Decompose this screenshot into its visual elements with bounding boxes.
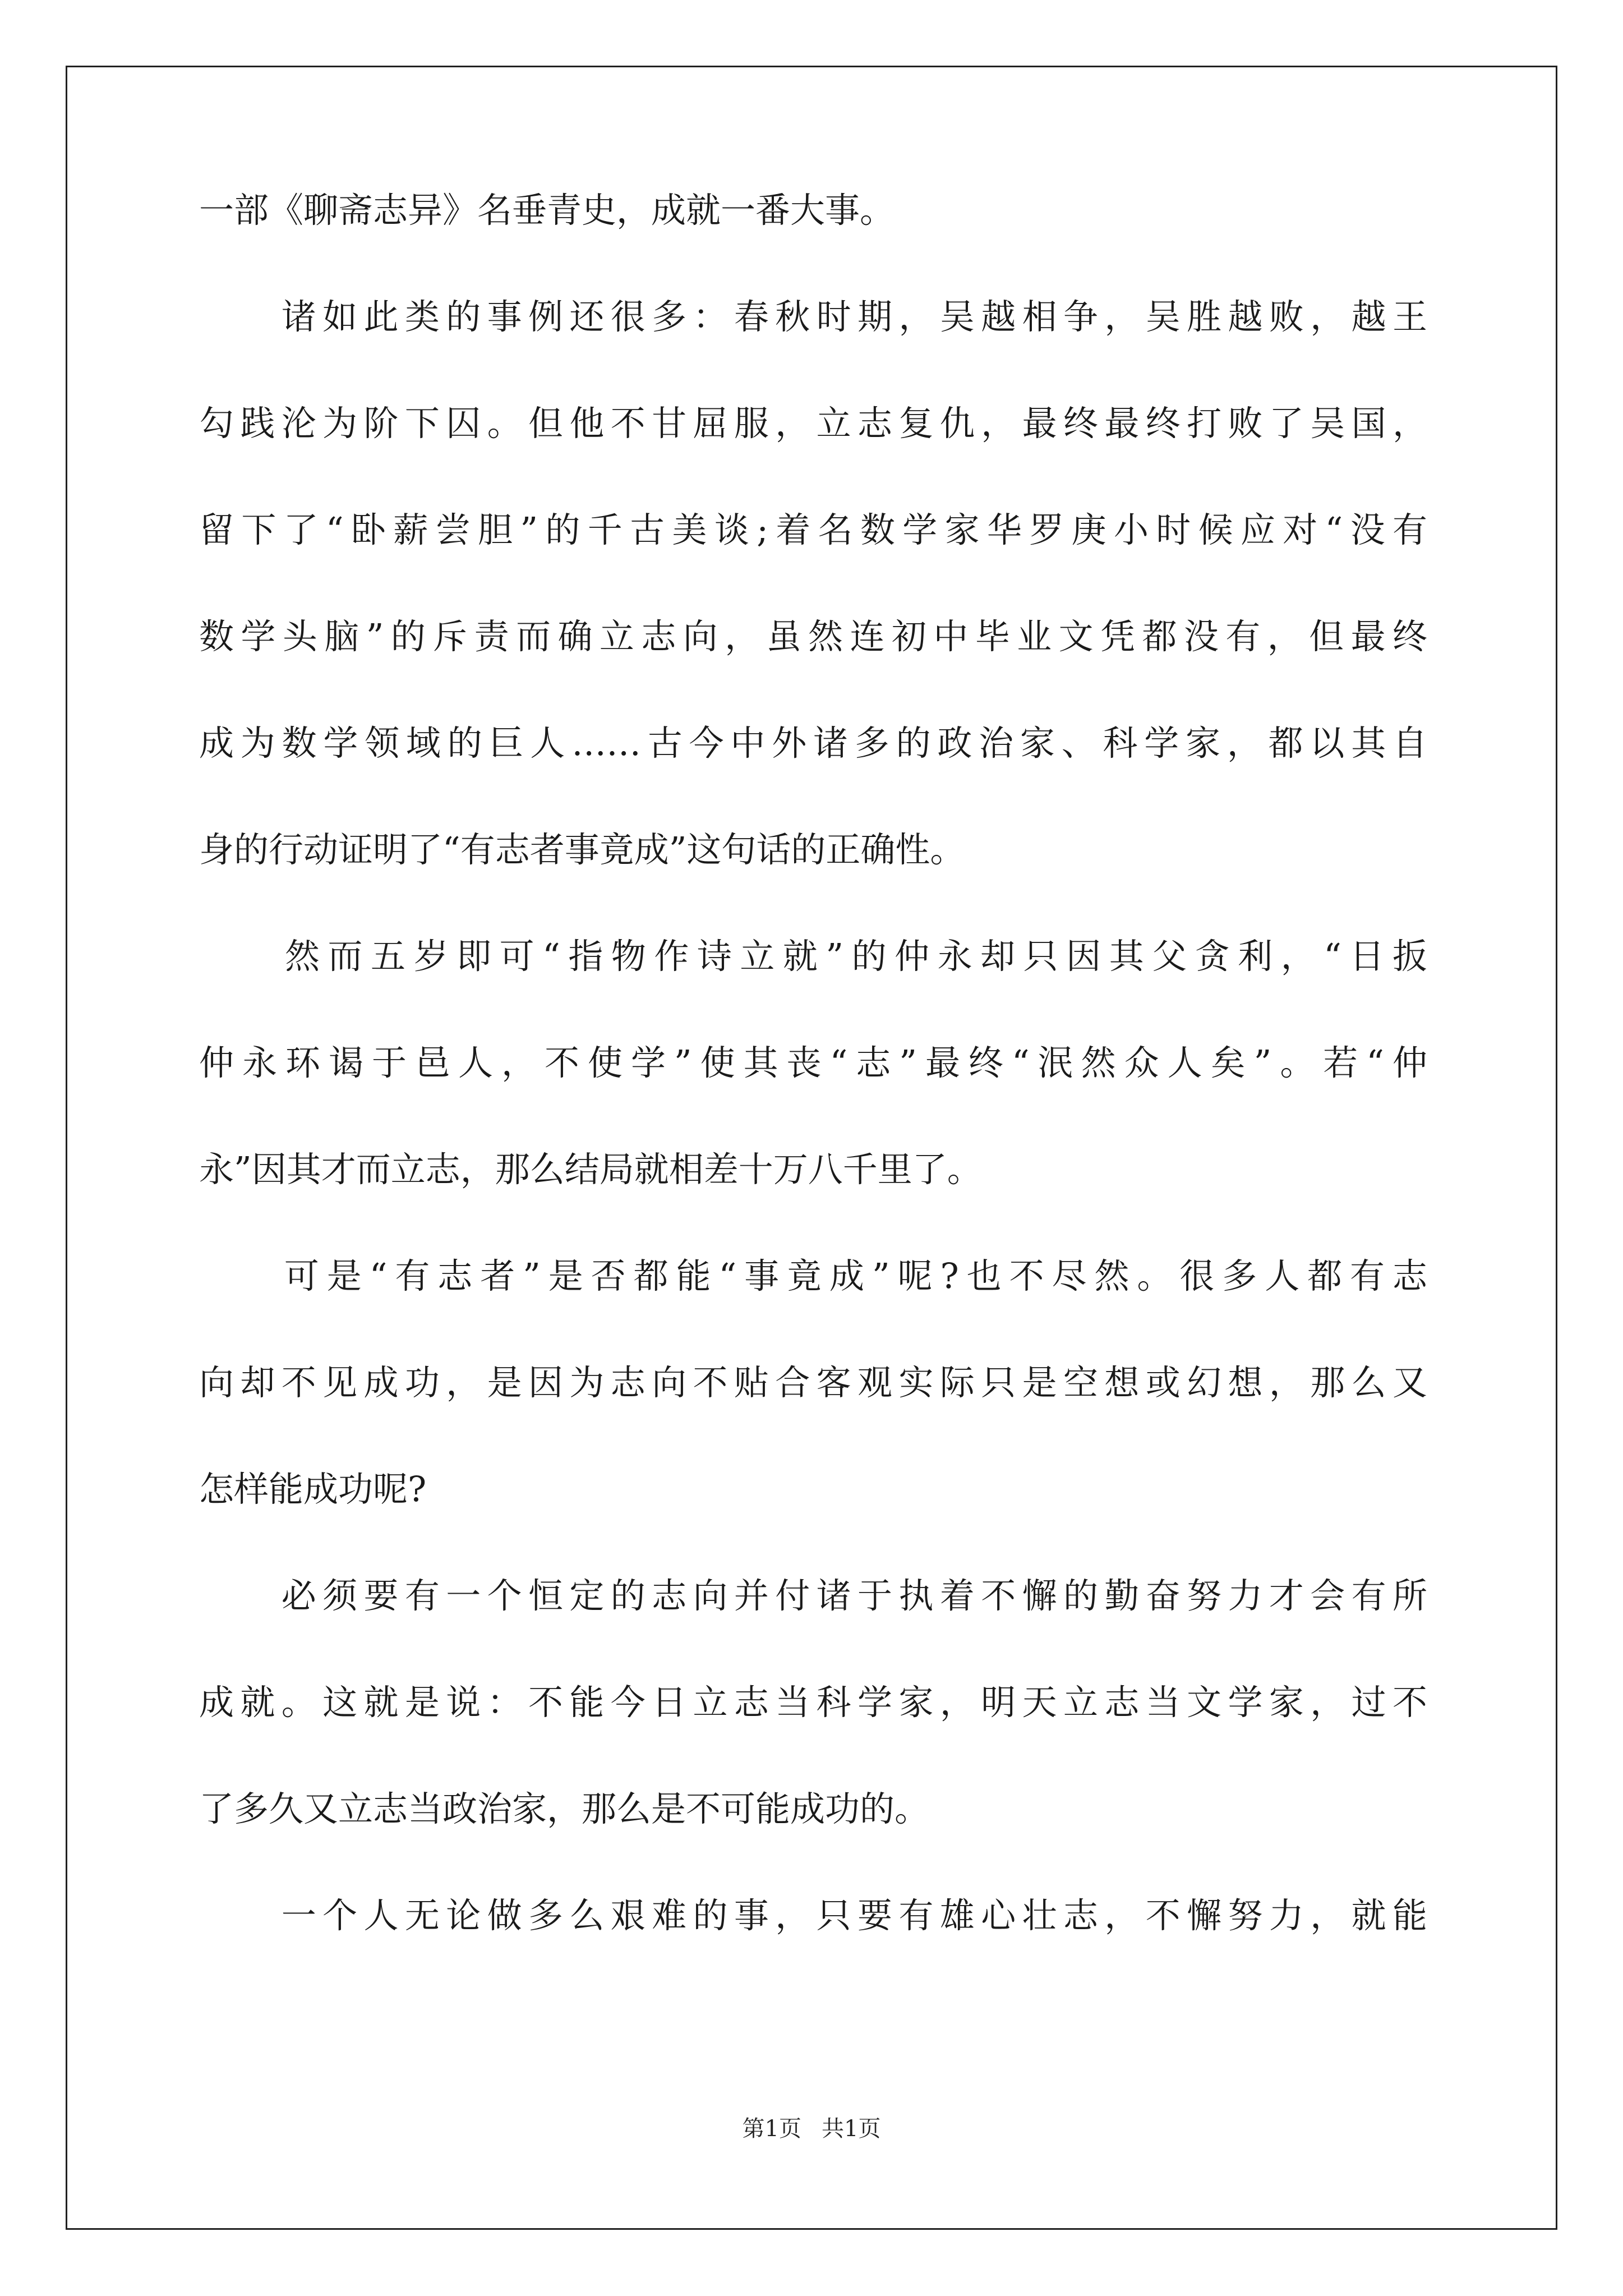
- text-line: 仲永环谒于邑人，不使学”使其丧“志”最终“泯然众人矣”。若“仲: [199, 1042, 1427, 1083]
- text-line: 怎样能成功呢?: [199, 1469, 427, 1510]
- text-line: 留下了“卧薪尝胆”的千古美谈;着名数学家华罗庚小时候应对“没有: [199, 509, 1427, 550]
- page-total: 共1页: [822, 2116, 881, 2142]
- text-line: 成就。这就是说：不能今日立志当科学家，明天立志当文学家，过不: [199, 1682, 1427, 1723]
- text-line: 成为数学领域的巨人……古今中外诸多的政治家、科学家，都以其自: [199, 723, 1427, 763]
- text-line: 必须要有一个恒定的志向并付诸于执着不懈的勤奋努力才会有所: [199, 1575, 1427, 1616]
- text-line: 向却不见成功，是因为志向不贴合客观实际只是空想或幻想，那么又: [199, 1362, 1427, 1403]
- text-line: 了多久又立志当政治家，那么是不可能成功的。: [199, 1788, 930, 1829]
- text-line: 永”因其才而立志，那么结局就相差十万八千里了。: [199, 1149, 982, 1190]
- text-line: 诸如此类的事例还很多：春秋时期，吴越相争，吴胜越败，越王: [199, 296, 1427, 337]
- page-number: 第1页: [742, 2116, 801, 2142]
- text-line: 一个人无论做多么艰难的事，只要有雄心壮志，不懈努力，就能: [199, 1895, 1427, 1936]
- text-line: 身的行动证明了“有志者事竟成”这句话的正确性。: [199, 829, 965, 870]
- page-footer: [0, 2112, 1623, 2146]
- text-line: 然而五岁即可“指物作诗立就”的仲永却只因其父贪利，“日扳: [199, 936, 1427, 977]
- text-line: 一部《聊斋志异》名垂青史，成就一番大事。: [199, 190, 895, 231]
- text-line: 数学头脑”的斥责而确立志向，虽然连初中毕业文凭都没有，但最终: [199, 616, 1427, 657]
- text-line: 可是“有志者”是否都能“事竟成”呢?也不尽然。很多人都有志: [199, 1255, 1427, 1296]
- text-line: 勾践沦为阶下囚。但他不甘屈服，立志复仇，最终最终打败了吴国，: [199, 403, 1427, 444]
